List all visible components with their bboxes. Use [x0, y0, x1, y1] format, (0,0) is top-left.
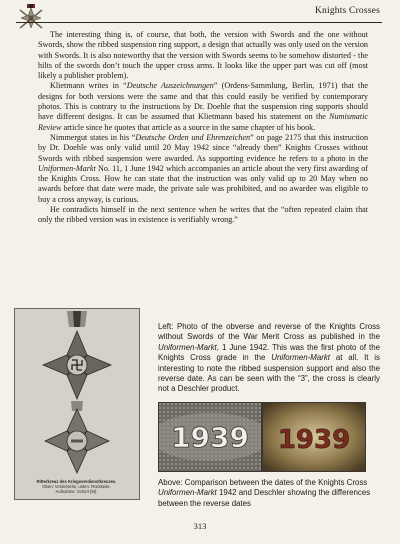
photo-caption — [19, 479, 134, 494]
italic-run: Deutsche Auszeichnungen — [126, 81, 214, 91]
text-run: ” (Ordens-Sammlung, Berlin, 1971) that the designs for both versions were the same and that this could easily be verified by contemporary photos. This is contrary to the instructions by Dr. Doehle that the suspension ring supports should have different designs. It can be assumed that Klietmann based his statement on the — [38, 81, 368, 122]
photo-caption-credit: Aufnahme: Scherl (M). — [55, 489, 98, 494]
text-run: Nimmergut states in his “ — [50, 132, 136, 142]
body-paragraph — [38, 81, 368, 132]
caption-above — [158, 478, 380, 509]
header-rule — [16, 22, 382, 23]
italic-run: Numismatic Review — [38, 112, 368, 132]
date-zoom-uniformen-markt — [158, 402, 262, 472]
text-run: at all. It is interesting to note the ribbed suspension support and also the reverse date. As can be seen with the “3”, the cross is clearly not a Deschler product. — [158, 353, 380, 394]
date-zoom-deschler — [262, 402, 366, 472]
text-run: He contradicts himself in the next sentence when he writes that the “often repeated claim that only the ribbed version was in existence is verifiably wrong.” — [38, 205, 368, 225]
running-head: Knights Crosses — [314, 6, 380, 16]
italic-run: Uniformen-Markt — [271, 353, 331, 363]
text-run: ” on page 2175 that this instruction by Dr. Doehle was only valid until 20 May 1942 since “already then” Knights Crosses without Swords with ribbed suspension were awarded. As supporting evidence he refers to a photo in the — [38, 132, 369, 163]
body-paragraph — [38, 133, 368, 205]
caption-left-text — [158, 322, 380, 395]
photo-caption-title: Ritterkreuz des Kriegsverdienstkreuzes. — [36, 479, 117, 484]
italic-run: Uniformen-Markt — [158, 488, 217, 498]
photo-caption-line: Oben: Vorderseite, unten: Rückseite. — [42, 484, 111, 489]
war-merit-cross-with-swords-icon — [16, 4, 46, 30]
body-text — [38, 30, 368, 226]
text-run: Above: Comparison between the dates of the Knights Cross — [158, 478, 368, 487]
date-digits-left: 1939 — [171, 421, 249, 454]
text-run: article since he quotes that article as a source in the same chapter of his book. — [61, 122, 316, 132]
body-paragraph — [38, 30, 368, 81]
text-run: Klietmann writes in “ — [50, 81, 127, 91]
caption-left — [158, 322, 380, 395]
text-run: Left: Photo of the obverse and reverse of the Knights Cross without Swords of the War Merit Cross as published in the — [158, 322, 380, 342]
body-paragraph — [38, 205, 368, 226]
italic-run: Uniformen-Markt — [158, 342, 217, 352]
text-run: The interesting thing is, of course, that both, the version with Swords and the one without Swords, show the ribbed suspension ring support, a design that actually was only used on the version with Swords. It is also noteworthy that the version with Swords seems to be somehow distorted - the hilts of the swords don’t touch the upper cross arms. It looks like the upper part was cut off (most likely a publisher problem). — [38, 30, 368, 81]
italic-run: Deutsche Orden und Ehrenzeichen — [135, 132, 251, 142]
text-run: 1942 and Deschler showing the differences between the reverse dates — [158, 488, 371, 508]
italic-run: Uniformen-Markt — [38, 163, 96, 173]
date-digits-right: 1939 — [277, 425, 351, 455]
page-number: 313 — [193, 521, 207, 531]
text-run: , 1 June 1942. This was the first photo of the Knights Cross grade in the — [158, 342, 380, 363]
cross-photo — [14, 308, 140, 500]
text-run: No. 11, 1 June 1942 which accompanies an article about the very first awarding of the Knights Cross. How he can state that the instruction was only valid up to 20 May when no awards before that date were made, the private sale was prohibited, and no awardee was eligible to buy a cross anyway, is curious. — [38, 163, 368, 204]
caption-above-text — [158, 478, 380, 509]
